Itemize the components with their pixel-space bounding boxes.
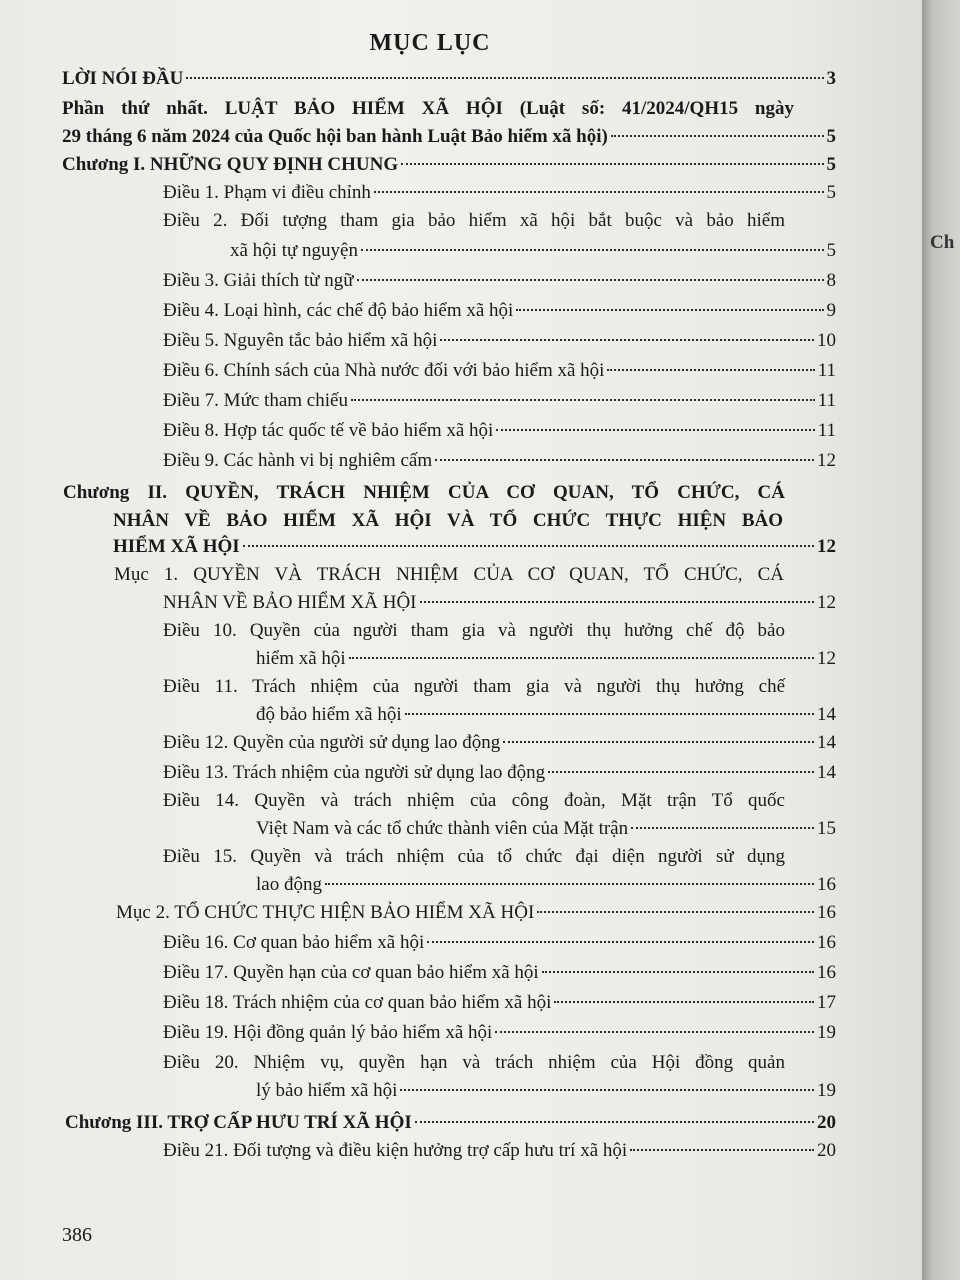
dot-leader [548,771,814,773]
toc-entry-chuong-3: Chương III. TRỢ CẤP HƯU TRÍ XÃ HỘI 20 [65,1112,836,1133]
toc-entry-dieu-19: Điều 19. Hội đồng quản lý bảo hiểm xã hội 19 [163,1022,836,1043]
dot-leader [630,1149,814,1151]
toc-entry-dieu-8: Điều 8. Hợp tác quốc tế về bảo hiểm xã hội 11 [163,420,836,441]
toc-entry-dieu-12: Điều 12. Quyền của người sử dụng lao động 14 [163,732,836,753]
toc-entry-dieu-10: hiểm xã hội 12 [256,648,836,669]
dot-leader [607,369,814,371]
toc-entry-dieu-11-line-1: Điều 11. Trách nhiệm của người tham gia và người thụ hưởng chế [163,676,785,697]
toc-page-number: 5 [826,154,836,175]
toc-entry-dieu-15-line-1: Điều 15. Quyền và trách nhiệm của tổ chức đại diện người sử dụng [163,846,785,867]
toc-entry-dieu-1: Điều 1. Phạm vi điều chỉnh 5 [163,182,836,203]
dot-leader [495,1031,814,1033]
toc-entry-dieu-5: Điều 5. Nguyên tắc bảo hiểm xã hội 10 [163,330,836,351]
toc-page-number: 5 [826,126,836,147]
dot-leader [554,1001,814,1003]
dot-leader [374,191,824,193]
dot-leader [420,601,815,603]
toc-entry-text: LỜI NÓI ĐẦU [62,68,184,89]
dot-leader [401,163,823,165]
toc-entry-dieu-10-line-1: Điều 10. Quyền của người tham gia và người thụ hưởng chế độ bảo [163,620,785,641]
dot-leader [325,883,814,885]
dot-leader [405,713,814,715]
dot-leader [349,657,814,659]
page-number: 386 [62,1224,92,1246]
toc-entry-dieu-16: Điều 16. Cơ quan bảo hiểm xã hội 16 [163,932,836,953]
toc-entry-muc-1: NHÂN VỀ BẢO HIỂM XÃ HỘI 12 [163,592,836,613]
dot-leader [415,1121,814,1123]
toc-entry-dieu-15: lao động 16 [256,874,836,895]
toc-entry-chuong-2-line-2: NHÂN VỀ BẢO HIỂM XÃ HỘI VÀ TỔ CHỨC THỰC HIỆN BẢO [113,510,783,531]
toc-entry-chuong-1: Chương I. NHỮNG QUY ĐỊNH CHUNG 5 [62,152,836,178]
toc-entry-phan-1: 29 tháng 6 năm 2024 của Quốc hội ban hành Luật Bảo hiểm xã hội) 5 [62,124,836,150]
toc-entry-dieu-20-line-1: Điều 20. Nhiệm vụ, quyền hạn và trách nhiệm của Hội đồng quản [163,1052,785,1073]
toc-entry-dieu-2: xã hội tự nguyện 5 [230,240,836,261]
dot-leader [542,971,814,973]
book-gutter [922,0,960,1280]
toc-entry-dieu-11: độ bảo hiểm xã hội 14 [256,704,836,725]
toc-entry-dieu-14-line-1: Điều 14. Quyền và trách nhiệm của công đoàn, Mặt trận Tổ quốc [163,790,785,811]
dot-leader [400,1089,814,1091]
toc-entry-dieu-2-line-1: Điều 2. Đối tượng tham gia bảo hiểm xã hội bắt buộc và bảo hiểm [163,210,785,231]
toc-entry-chuong-2-line-1: Chương II. QUYỀN, TRÁCH NHIỆM CỦA CƠ QUAN, TỔ CHỨC, CÁ [63,482,785,503]
dot-leader [435,459,814,461]
page-title: MỤC LỤC [369,30,491,56]
dot-leader [427,941,814,943]
dot-leader [631,827,814,829]
dot-leader [611,135,824,137]
toc-page-number: 3 [826,68,836,89]
toc-entry-dieu-18: Điều 18. Trách nhiệm của cơ quan bảo hiểm xã hội 17 [163,992,836,1013]
dot-leader [361,249,824,251]
toc-entry-dieu-6: Điều 6. Chính sách của Nhà nước đối với bảo hiểm xã hội 11 [163,360,836,381]
toc-entry-dieu-14: Việt Nam và các tổ chức thành viên của Mặt trận 15 [256,818,836,839]
dot-leader [440,339,814,341]
dot-leader [503,741,814,743]
dot-leader [516,309,823,311]
dot-leader [537,911,814,913]
toc-entry-dieu-7: Điều 7. Mức tham chiếu 11 [163,390,836,411]
toc-entry-loi-noi-dau [62,66,836,92]
toc-entry-muc-2: Mục 2. TỔ CHỨC THỰC HIỆN BẢO HIỂM XÃ HỘI 16 [116,902,836,923]
toc-entry-dieu-3: Điều 3. Giải thích từ ngữ 8 [163,270,836,291]
toc-entry-phan-1-line-1: Phần thứ nhất. LUẬT BẢO HIỂM XÃ HỘI (Luật số: 41/2024/QH15 ngày [62,98,794,119]
dot-leader [496,429,814,431]
next-page-glimpse: Ch [930,232,955,253]
toc-entry-dieu-9: Điều 9. Các hành vi bị nghiêm cấm 12 [163,450,836,471]
toc-entry-dieu-17: Điều 17. Quyền hạn của cơ quan bảo hiểm xã hội 16 [163,962,836,983]
toc-entry-dieu-4: Điều 4. Loại hình, các chế độ bảo hiểm xã hội 9 [163,300,836,321]
toc-entry-dieu-21: Điều 21. Đối tượng và điều kiện hưởng trợ cấp hưu trí xã hội 20 [163,1140,836,1161]
dot-leader [357,279,824,281]
toc-entry-dieu-13: Điều 13. Trách nhiệm của người sử dụng lao động 14 [163,762,836,783]
dot-leader [186,77,823,79]
toc-entry-muc-1-line-1: Mục 1. QUYỀN VÀ TRÁCH NHIỆM CỦA CƠ QUAN, TỔ CHỨC, CÁ [114,564,784,585]
toc-entry-dieu-20: lý bảo hiểm xã hội 19 [256,1080,836,1101]
dot-leader [351,399,815,401]
toc-entry-chuong-2: HIỂM XÃ HỘI 12 [113,536,836,557]
dot-leader [243,545,814,547]
